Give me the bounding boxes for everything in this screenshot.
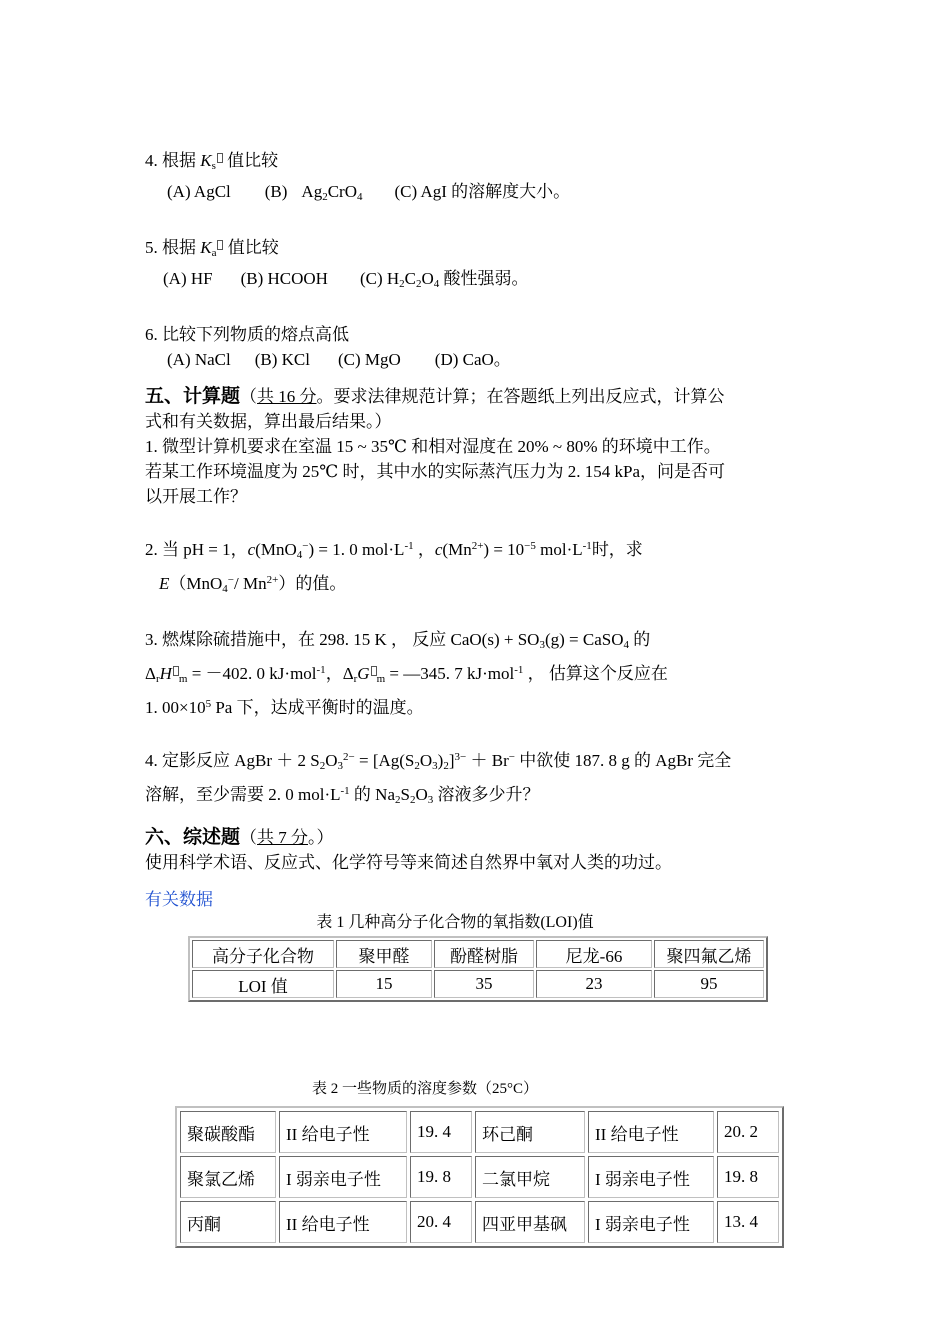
q6-options: (A) NaCl (B) KCl (C) MgO (D) CaO。 — [167, 350, 511, 369]
calc-q1-line3: 以开展工作？ — [145, 487, 247, 506]
section-5-header: 五、计算题（共 16 分。要求法律规范计算；在答题纸上列出反应式，计算公 — [145, 385, 725, 407]
calc-q3-line3: 1. $00\times 10^5$ Pa 下，达成平衡时的温度。 — [145, 698, 424, 717]
table-cell: 23 — [536, 970, 652, 998]
solubility-table — [175, 1106, 784, 1248]
table-cell: 13. 4 — [717, 1201, 779, 1243]
table-cell: 酚醛树脂 — [434, 940, 534, 968]
table-cell: 20. 2 — [717, 1111, 779, 1153]
table1-caption: 表 1 几种高分子化合物的氧指数(LOI)值 — [316, 914, 594, 931]
related-data-link[interactable]: 有关数据 — [145, 890, 213, 909]
table-row — [180, 1156, 779, 1198]
calc-q4-line1: 4. 定影反应 AgBr ＋ 2 $S_2O_3^{2-} = [Ag(S_2O_3)_2]^{3-} + Br^-$ 中欲使 187. 8 g 的 AgBr 完全 — [145, 751, 732, 772]
table-cell: 19. 4 — [410, 1111, 472, 1153]
section-6-body: 使用科学术语、反应式、化学符号等来简述自然界中氧对人类的功过。 — [145, 853, 672, 872]
table-cell: 环己酮 — [475, 1111, 585, 1153]
table-row — [180, 1111, 779, 1153]
loi-table — [188, 936, 768, 1002]
table-row — [192, 940, 764, 968]
calc-q2-line2: E（MnO$_4$−/ $Mn^{2+}$）的值。 — [159, 574, 347, 595]
table-cell: 95 — [654, 970, 764, 998]
q6-stem: 6. 比较下列物质的熔点高低 — [145, 325, 349, 344]
calc-q3-line1: 3. 燃煤除硫措施中，在 298. 15 K ， 反应 $CaO(s) + SO_3(g)$ = CaSO$_4$ 的 — [145, 630, 651, 651]
table-cell: II 给电子性 — [588, 1111, 714, 1153]
table-cell: 聚甲醛 — [336, 940, 432, 968]
table-row — [192, 970, 764, 998]
table-cell: 15 — [336, 970, 432, 998]
table-cell: 二氯甲烷 — [475, 1156, 585, 1198]
table-cell: 35 — [434, 970, 534, 998]
table-cell: I 弱亲电子性 — [588, 1201, 714, 1243]
table-cell: II 给电子性 — [279, 1201, 407, 1243]
table-cell: I 弱亲电子性 — [588, 1156, 714, 1198]
table-cell: II 给电子性 — [279, 1111, 407, 1153]
table-cell: 丙酮 — [180, 1201, 276, 1243]
q4-stem: 4. 根据 $K_s$ 值比较 — [145, 151, 279, 172]
section-6-header: 六、综述题（共 7 分。） — [145, 826, 334, 848]
table-cell: LOI 值 — [192, 970, 334, 998]
calc-q3-line2: $\Delta_rH$ $_m$ = －402. 0 kJ·mol$^{-1}$，$\Delta_rG$ $_m$ = —345. 7 kJ·mol$^{-1}$ ， 估算这个反应在 — [145, 664, 668, 685]
calc-q1-line1: 1. 微型计算机要求在室温 15 ~ 35℃ 和相对湿度在 20% ~ 80% 的环境中工作。 — [145, 437, 721, 456]
table-cell: 尼龙-66 — [536, 940, 652, 968]
table-cell: 聚氯乙烯 — [180, 1156, 276, 1198]
table-cell: 19. 8 — [410, 1156, 472, 1198]
table-cell: 聚碳酸酯 — [180, 1111, 276, 1153]
calc-q2-line1: 2. 当 pH = 1，c(MnO$_4$−) = 1. 0 $mol\cdot L^{-1}$ ，$c(Mn^{2+}) = 10^{-5}$ $mol\cdot L^{-1}$时，求 — [145, 540, 643, 561]
calc-q1-line2: 若某工作环境温度为 25℃ 时，其中水的实际蒸汽压力为 2. 154 kPa，问是否可 — [145, 462, 726, 481]
table-cell: I 弱亲电子性 — [279, 1156, 407, 1198]
table-cell: 19. 8 — [717, 1156, 779, 1198]
table2-caption: 表 2 一些物质的溶度参数（25°C） — [311, 1081, 538, 1097]
table-cell: 聚四氟乙烯 — [654, 940, 764, 968]
section-5-desc: 式和有关数据，算出最后结果。） — [145, 412, 392, 431]
q4-options: (A) AgCl (B) $Ag_2CrO_4$ (C) AgI 的溶解度大小。 — [167, 182, 571, 203]
q5-stem: 5. 根据 $K_a$ 值比较 — [145, 238, 279, 259]
calc-q4-line2: 溶解，至少需要 2. 0 $mol\cdot L^{-1}$ 的 $Na_2S_2O_3$ 溶液多少升？ — [145, 785, 540, 806]
q5-options: (A) HF (B) HCOOH (C) $H_2C_2O_4$ 酸性强弱。 — [163, 269, 529, 290]
document-page — [145, 148, 825, 1248]
table-cell: 20. 4 — [410, 1201, 472, 1243]
table-cell: 四亚甲基砜 — [475, 1201, 585, 1243]
table-row — [180, 1201, 779, 1243]
table-cell: 高分子化合物 — [192, 940, 334, 968]
